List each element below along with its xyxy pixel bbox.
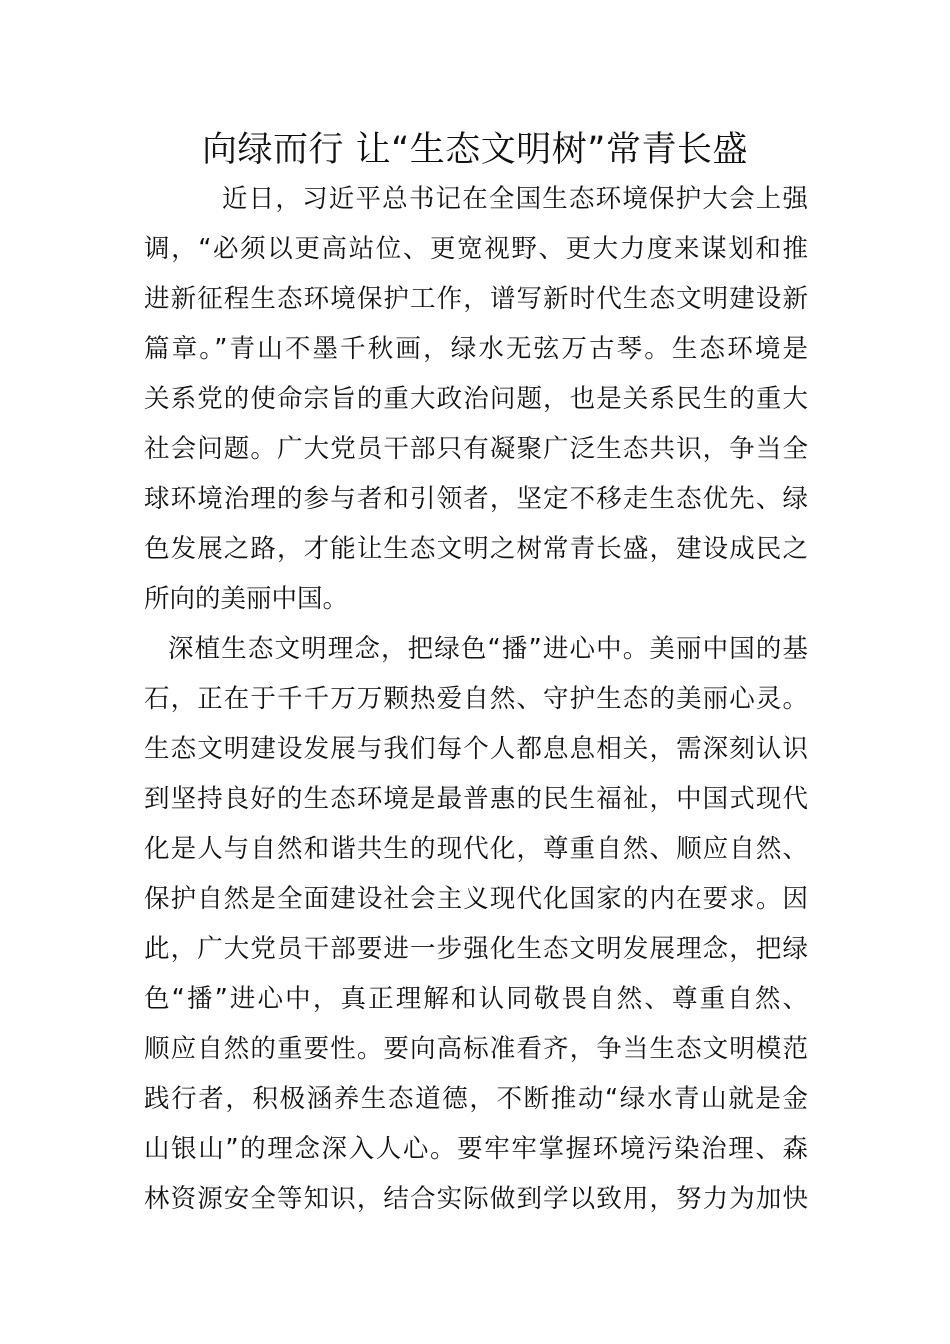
paragraph-line: 保护自然是全面建设社会主义现代化国家的内在要求。因 (144, 884, 808, 914)
paragraph-line: 社会问题。广大党员干部只有凝聚广泛生态共识，争当全 (144, 434, 808, 464)
paragraph-1 (144, 174, 808, 624)
document-body (144, 174, 808, 1224)
paragraph-line: 到坚持良好的生态环境是最普惠的民生福祉，中国式现代 (144, 784, 808, 814)
paragraph-line: 践行者，积极涵养生态道德，不断推动“绿水青山就是金 (144, 1084, 808, 1114)
paragraph-line: 色发展之路，才能让生态文明之树常青长盛，建设成民之 (144, 534, 808, 564)
paragraph-line: 进新征程生态环境保护工作，谱写新时代生态文明建设新 (144, 284, 808, 314)
paragraph-line: 调，“必须以更高站位、更宽视野、更大力度来谋划和推 (144, 234, 808, 264)
paragraph-line: 篇章。”青山不墨千秋画，绿水无弦万古琴。生态环境是 (144, 334, 808, 364)
paragraph-2 (144, 624, 808, 1224)
paragraph-line: 石，正在于千千万万颗热爱自然、守护生态的美丽心灵。 (144, 684, 808, 714)
paragraph-line: 林资源安全等知识，结合实际做到学以致用，努力为加快 (144, 1184, 808, 1214)
paragraph-line: 球环境治理的参与者和引领者，坚定不移走生态优先、绿 (144, 484, 808, 514)
document-title: 向绿而行 让“生态文明树”常青长盛 (202, 130, 748, 170)
paragraph-line: 此，广大党员干部要进一步强化生态文明发展理念，把绿 (144, 934, 808, 964)
paragraph-line: 深植生态文明理念，把绿色“播”进心中。美丽中国的基 (168, 634, 808, 664)
paragraph-line: 近日，习近平总书记在全国生态环境保护大会上强 (222, 184, 808, 214)
paragraph-line: 顺应自然的重要性。要向高标准看齐，争当生态文明模范 (144, 1034, 808, 1064)
paragraph-line: 生态文明建设发展与我们每个人都息息相关，需深刻认识 (144, 734, 808, 764)
paragraph-line: 色“播”进心中，真正理解和认同敬畏自然、尊重自然、 (144, 984, 808, 1014)
paragraph-line: 所向的美丽中国。 (144, 584, 349, 614)
paragraph-line: 关系党的使命宗旨的重大政治问题，也是关系民生的重大 (144, 384, 808, 414)
paragraph-line: 山银山”的理念深入人心。要牢牢掌握环境污染治理、森 (144, 1134, 808, 1164)
paragraph-line: 化是人与自然和谐共生的现代化，尊重自然、顺应自然、 (144, 834, 808, 864)
